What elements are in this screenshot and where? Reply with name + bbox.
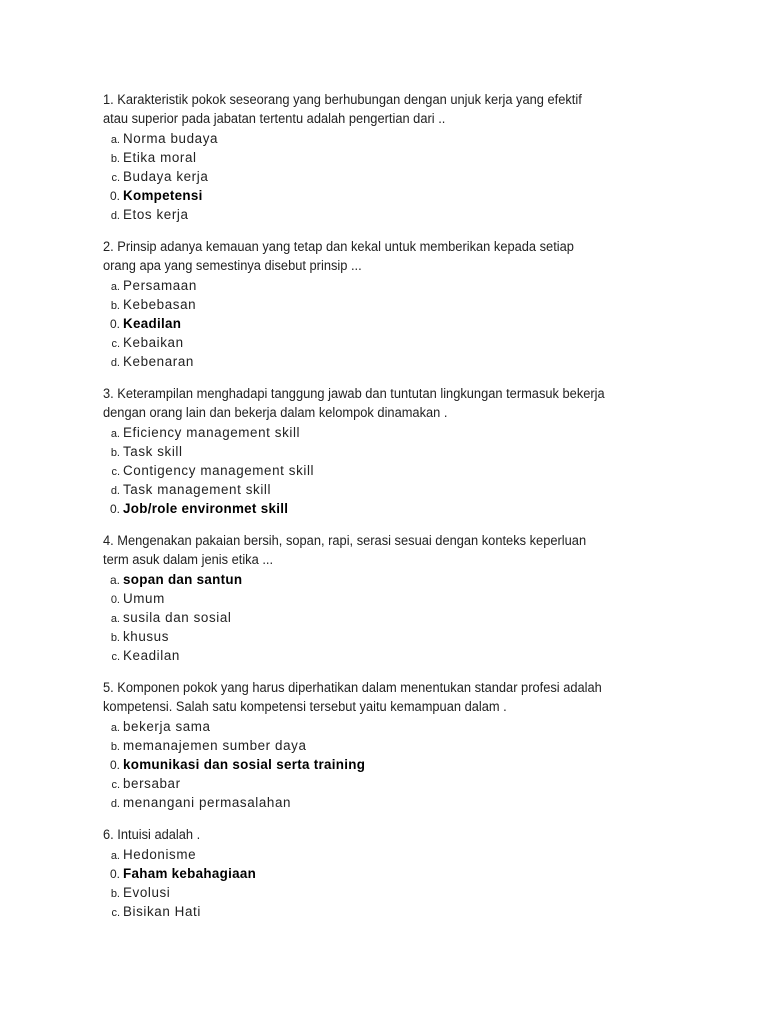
answer-option (103, 205, 708, 224)
answer-options (103, 129, 708, 224)
question-text-line: atau superior pada jabatan tertentu adalah pengertian dari .. (103, 111, 446, 126)
question-4 (103, 532, 708, 665)
option-letter: 0. (109, 317, 120, 331)
option-letter: 0. (109, 867, 120, 881)
option-letter: d. (110, 210, 120, 222)
question-text-line: 2. Prinsip adanya kemauan yang tetap dan kekal untuk memberikan kepada setiap (103, 239, 574, 254)
answer-option-correct (103, 864, 708, 883)
option-letter: b. (110, 447, 120, 459)
option-letter: c. (111, 779, 120, 791)
question-2 (103, 238, 708, 371)
option-text: Keadilan (123, 316, 182, 331)
option-letter: 0. (109, 502, 120, 516)
option-text: komunikasi dan sosial serta training (123, 757, 366, 772)
answer-option (103, 167, 708, 186)
question-text-line: 6. Intuisi adalah . (103, 827, 201, 842)
option-letter: b. (110, 632, 120, 644)
answer-option (103, 333, 708, 352)
answer-option (103, 627, 708, 646)
option-letter: 0. (109, 758, 120, 772)
option-letter: 0. (110, 594, 120, 606)
question-text-line: 1. Karakteristik pokok seseorang yang berhubungan dengan unjuk kerja yang efektif (103, 92, 582, 107)
question-1 (103, 91, 708, 224)
option-letter: b. (110, 300, 120, 312)
option-letter: a. (110, 428, 120, 440)
question-text-line: dengan orang lain dan bekerja dalam kelompok dinamakan . (103, 405, 448, 420)
question-text-line: kompetensi. Salah satu kompetensi tersebut yaitu kemampuan dalam . (103, 699, 507, 714)
option-text: Job/role environmet skill (123, 501, 289, 516)
option-text: bersabar (123, 776, 181, 791)
option-letter: b. (110, 888, 120, 900)
option-letter: a. (110, 281, 120, 293)
question-6 (103, 826, 708, 921)
option-letter: a. (110, 850, 120, 862)
answer-option-correct (103, 755, 708, 774)
question-text-line: orang apa yang semestinya disebut prinsip ... (103, 258, 362, 273)
option-letter: b. (110, 741, 120, 753)
option-text: Kompetensi (123, 188, 203, 203)
option-text: Etika moral (123, 150, 197, 165)
answer-option (103, 902, 708, 921)
question-5 (103, 679, 708, 812)
answer-option-correct (103, 186, 708, 205)
answer-option (103, 461, 708, 480)
option-letter: b. (110, 153, 120, 165)
option-text: khusus (123, 629, 170, 644)
option-letter: c. (111, 338, 120, 350)
question-text-line: 3. Keterampilan menghadapi tanggung jawab dan tuntutan lingkungan termasuk bekerja (103, 386, 605, 401)
option-text: Budaya kerja (123, 169, 209, 184)
option-letter: c. (111, 466, 120, 478)
answer-option (103, 423, 708, 442)
answer-option (103, 480, 708, 499)
option-text: susila dan sosial (123, 610, 232, 625)
option-text: Faham kebahagiaan (123, 866, 257, 881)
option-letter: a. (110, 722, 120, 734)
option-text: Kebenaran (123, 354, 194, 369)
question-text-line: term asuk dalam jenis etika ... (103, 552, 274, 567)
option-text: bekerja sama (123, 719, 211, 734)
option-text: Keadilan (123, 648, 180, 663)
answer-option (103, 608, 708, 627)
answer-option (103, 646, 708, 665)
answer-option (103, 352, 708, 371)
option-text: Kebaikan (123, 335, 184, 350)
answer-option (103, 736, 708, 755)
option-text: Contigency management skill (123, 463, 315, 478)
option-letter: d. (110, 798, 120, 810)
option-letter: d. (110, 357, 120, 369)
answer-option (103, 774, 708, 793)
option-letter: d. (110, 485, 120, 497)
answer-option (103, 442, 708, 461)
option-text: Kebebasan (123, 297, 197, 312)
option-text: Persamaan (123, 278, 197, 293)
answer-option (103, 589, 708, 608)
option-text: Bisikan Hati (123, 904, 201, 919)
option-text: Evolusi (123, 885, 171, 900)
answer-option-correct (103, 314, 708, 333)
answer-option (103, 276, 708, 295)
option-letter: c. (111, 907, 120, 919)
option-text: Eficiency management skill (123, 425, 301, 440)
answer-options (103, 845, 708, 921)
option-letter: a. (110, 613, 120, 625)
option-text: sopan dan santun (123, 572, 243, 587)
option-text: Task skill (123, 444, 183, 459)
answer-options (103, 423, 708, 518)
question-text-line: 5. Komponen pokok yang harus diperhatikan dalam menentukan standar profesi adalah (103, 680, 602, 695)
option-text: Etos kerja (123, 207, 189, 222)
answer-options (103, 276, 708, 371)
option-text: Hedonisme (123, 847, 197, 862)
option-text: Task management skill (123, 482, 272, 497)
answer-option-correct (103, 570, 708, 589)
option-letter: c. (111, 172, 120, 184)
question-3 (103, 385, 708, 518)
answer-option (103, 129, 708, 148)
answer-option-correct (103, 499, 708, 518)
option-text: memanajemen sumber daya (123, 738, 307, 753)
option-letter: a. (109, 573, 120, 587)
option-letter: c. (111, 651, 120, 663)
option-text: menangani permasalahan (123, 795, 292, 810)
question-text-line: 4. Mengenakan pakaian bersih, sopan, rapi, serasi sesuai dengan konteks keperluan (103, 533, 587, 548)
answer-options (103, 717, 708, 812)
answer-option (103, 845, 708, 864)
answer-options (103, 570, 708, 665)
option-text: Umum (123, 591, 165, 606)
option-text: Norma budaya (123, 131, 219, 146)
answer-option (103, 717, 708, 736)
option-letter: 0. (109, 189, 120, 203)
answer-option (103, 793, 708, 812)
answer-option (103, 295, 708, 314)
option-letter: a. (110, 134, 120, 146)
answer-option (103, 148, 708, 167)
answer-option (103, 883, 708, 902)
